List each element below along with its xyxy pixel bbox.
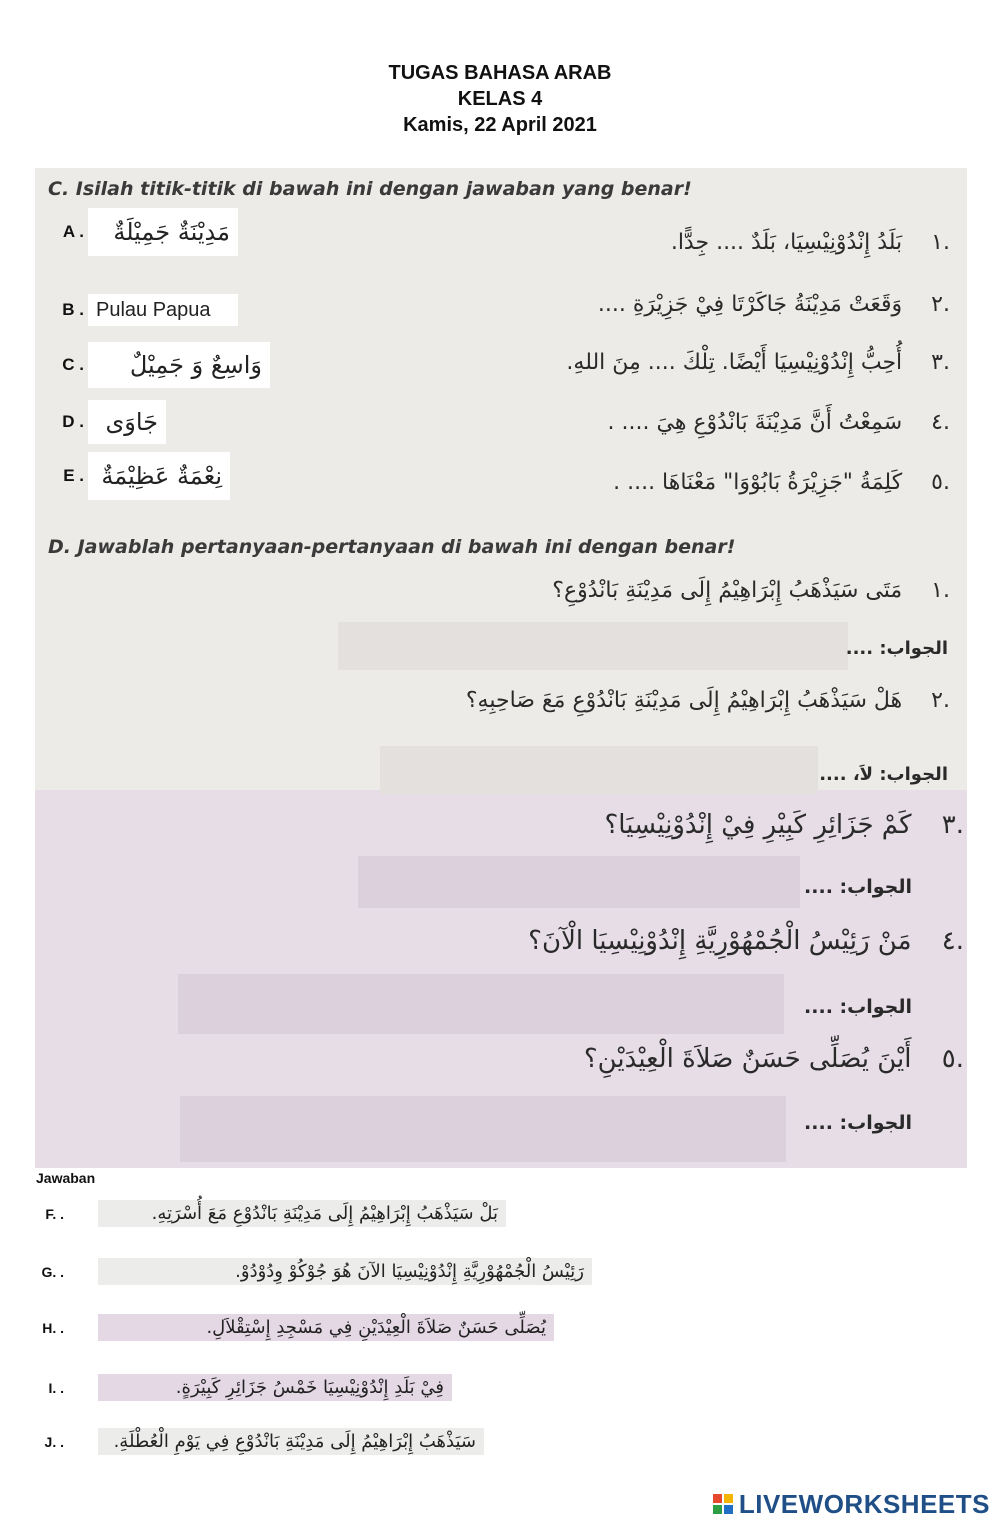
question-d5: .٥ أَيْنَ يُصَلِّى حَسَنٌ صَلاَةَ الْعِيْدَيْنِ؟ [583,1044,964,1074]
option-d[interactable]: D . جَاوَى [48,400,166,444]
answer-f[interactable]: F. . بَلْ سَيَذْهَبُ إِبْرَاهِيْمُ إِلَى مَدِيْنَةِ بَانْدُوْعِ مَعَ أُسْرَتِهِ. [14,1200,506,1227]
answer-d1-label: الجواب: .... [845,638,948,659]
answer-d4-label: الجواب: .... [804,996,912,1018]
answer-i[interactable]: I. . فِيْ بَلَدِ إِنْدُوْنِيْسِيَا خَمْسُ جَزَائِرِ كَبِيْرَةٍ. [14,1374,452,1401]
answer-h-box[interactable]: يُصَلِّى حَسَنٌ صَلاَةَ الْعِيْدَيْنِ فِي مَسْجِدِ إِسْتِقْلاَلِ. [98,1314,554,1341]
answer-d2-dropzone[interactable] [380,746,818,794]
worksheet-class: KELAS 4 [457,88,543,110]
option-d-box[interactable]: جَاوَى [88,400,166,444]
answer-j-box[interactable]: سَيَذْهَبُ إِبْرَاهِيْمُ إِلَى مَدِيْنَةِ بَانْدُوْعِ فِي يَوْمِ الْعُطْلَةِ. [98,1428,484,1455]
question-c5: .٥ كَلِمَةُ "جَزِيْرَةُ بَابُوْوَا" مَعْنَاهَا .... . [613,470,950,495]
answer-f-box[interactable]: بَلْ سَيَذْهَبُ إِبْرَاهِيْمُ إِلَى مَدِيْنَةِ بَانْدُوْعِ مَعَ أُسْرَتِهِ. [98,1200,506,1227]
answer-d2-label: الجواب: لاَ، .... [819,764,948,785]
option-e[interactable]: E . نِعْمَةٌ عَظِيْمَةٌ [48,452,230,500]
question-d2: .٢ هَلْ سَيَذْهَبُ إِبْرَاهِيْمُ إِلَى مَدِيْنَةِ بَانْدُوْعِ مَعَ صَاحِبِهِ؟ [465,688,950,713]
question-d4: .٤ مَنْ رَئِيْسُ الْجُمْهُوْرِيَّةِ إِنْدُوْنِيْسِيَا الْآنَ؟ [528,926,964,956]
section-c-title: C. Isilah titik-titik di bawah ini dengan jawaban yang benar! [48,178,692,200]
answer-d5-label: الجواب: .... [804,1112,912,1134]
question-c2: .٢ وَقَعَتْ مَدِيْنَةُ جَاكَرْتَا فِيْ جَزِيْرَةِ .... [597,292,950,317]
question-d1: .١ مَتَى سَيَذْهَبُ إِبْرَاهِيْمُ إِلَى مَدِيْنَةِ بَانْدُوْعِ؟ [552,578,950,603]
option-b[interactable]: B . Pulau Papua [48,294,238,326]
question-c4: .٤ سَمِعْتُ أَنَّ مَدِيْنَةَ بَانْدُوْعِ هِيَ .... . [607,410,950,435]
question-d3: .٣ كَمْ جَزَائِرِ كَبِيْرِ فِيْ إِنْدُوْنِيْسِيَا؟ [604,810,964,840]
answer-h[interactable]: H. . يُصَلِّى حَسَنٌ صَلاَةَ الْعِيْدَيْنِ فِي مَسْجِدِ إِسْتِقْلاَلِ. [14,1314,554,1341]
answer-d5-dropzone[interactable] [180,1096,786,1162]
option-a-box[interactable]: مَدِيْنَةٌ جَمِيْلَةٌ [88,208,238,256]
answer-d3-dropzone[interactable] [358,856,800,908]
question-c3: .٣ أُحِبُّ إِنْدُوْنِيْسِيَا أَيْضًا. تِلْكَ .... مِنَ اللهِ. [566,350,950,375]
answer-d3-label: الجواب: .... [804,876,912,898]
answers-title: Jawaban [36,1170,96,1186]
option-a[interactable]: A . مَدِيْنَةٌ جَمِيْلَةٌ [48,208,238,256]
answer-i-box[interactable]: فِيْ بَلَدِ إِنْدُوْنِيْسِيَا خَمْسُ جَزَائِرِ كَبِيْرَةٍ. [98,1374,452,1401]
option-c[interactable]: C . وَاسِعٌ وَ جَمِيْلٌ [48,342,270,388]
footer-brand [713,1489,990,1520]
worksheet-date: Kamis, 22 April 2021 [403,114,597,136]
option-e-box[interactable]: نِعْمَةٌ عَظِيْمَةٌ [88,452,230,500]
answer-g[interactable]: G. . رَئِيْسُ الْجُمْهُوْرِيَّةِ إِنْدُوْنِيْسِيَا الآنَ هُوَ جُوْكُوْ وِدُوْدُوْ. [14,1258,592,1285]
answer-j[interactable]: J. . سَيَذْهَبُ إِبْرَاهِيْمُ إِلَى مَدِيْنَةِ بَانْدُوْعِ فِي يَوْمِ الْعُطْلَةِ. [14,1428,484,1455]
section-c-questions [380,218,950,508]
option-c-box[interactable]: وَاسِعٌ وَ جَمِيْلٌ [88,342,270,388]
section-d-title: D. Jawablah pertanyaan-pertanyaan di bawah ini dengan benar! [48,536,736,558]
answer-d4-dropzone[interactable] [178,974,784,1034]
footer-brand-text: LIVEWORKSHEETS [738,1489,990,1519]
worksheet-title: TUGAS BAHASA ARAB [388,62,612,84]
answer-g-box[interactable]: رَئِيْسُ الْجُمْهُوْرِيَّةِ إِنْدُوْنِيْسِيَا الآنَ هُوَ جُوْكُوْ وِدُوْدُوْ. [98,1258,592,1285]
answer-d1-dropzone[interactable] [338,622,848,670]
question-c1: .١ بَلَدُ إِنْدُوْنِيْسِيَا، بَلَدٌ .... جِدًّا. [670,230,950,255]
liveworksheets-logo-icon [713,1494,735,1516]
option-b-box[interactable]: Pulau Papua [88,294,238,326]
